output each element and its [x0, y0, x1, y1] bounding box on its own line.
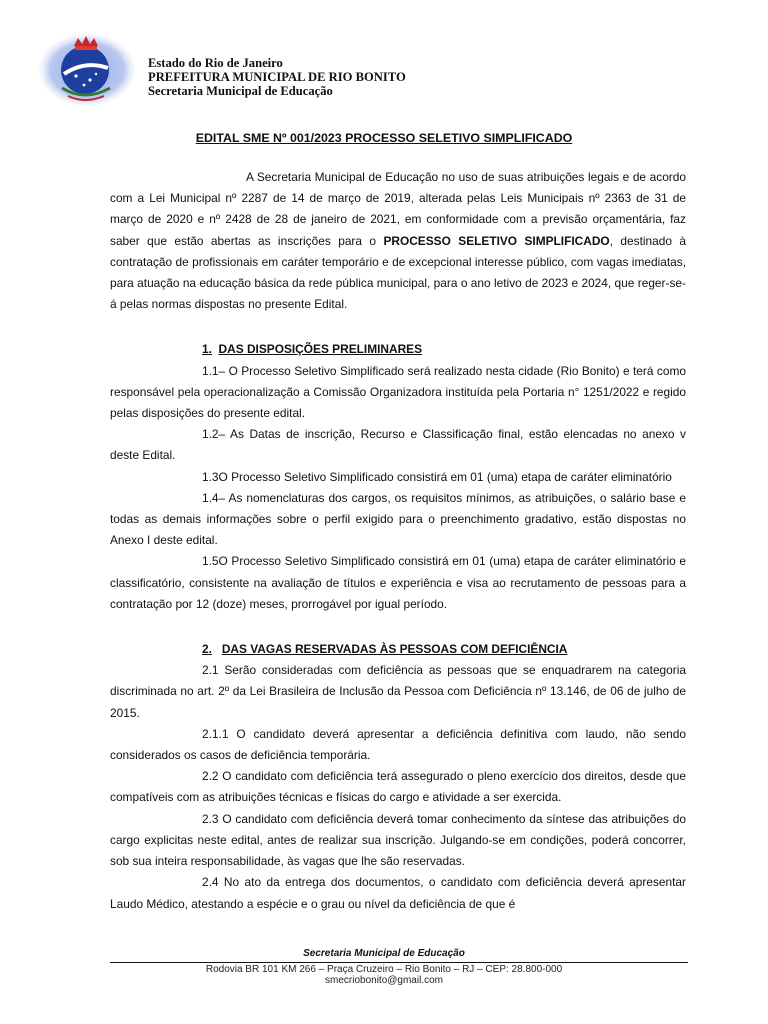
section-item: 2.4 No ato da entrega dos documentos, o candidato com deficiência deverá apresentar Laudo Médico, atestando a espécie e o grau ou nível da deficiência de que é [110, 875, 686, 911]
intro-paragraph: A Secretaria Municipal de Educação no uso de suas atribuições legais e de acordo com a Lei Municipal nº 2287 de 14 de março de 2019, alterada pelas Leis Municipais nº 2363 de 31 de março de 2020 e nº 2428 de 28 de janeiro de 2021, em conformidade com a previsão orçamentária, faz saber que estão abertas as inscrições para o PROCESSO SELETIVO SIMPLIFICADO, destinado à contratação de profissionais em caráter temporário e de excepcional interesse público, com vagas imediatas, para atuação na educação básica da rede pública municipal, para o ano letivo de 2023 e 2024, que reger-se-á pelas normas dispostas no presente Edital. [110, 170, 686, 312]
section-item: 2.1 Serão consideradas com deficiência as pessoas que se enquadrarem na categoria discriminada no art. 2º da Lei Brasileira de Inclusão da Pessoa com Deficiência nº 13.146, de 06 de julho de 2015. [110, 663, 686, 720]
section-1-heading: 1. DAS DISPOSIÇÕES PRELIMINARES [202, 342, 423, 357]
page-footer [0, 948, 768, 959]
section-item: 2.2 O candidato com deficiência terá assegurado o pleno exercício dos direitos, desde que compatíveis com as atribuições técnicas e físicas do cargo e atividade a ser exercida. [110, 769, 686, 805]
footer-address: Rodovia BR 101 KM 266 – Praça Cruzeiro – Rio Bonito – RJ – CEP: 28.800-000 [205, 964, 563, 975]
document-title: EDITAL SME Nº 001/2023 PROCESSO SELETIVO SIMPLIFICADO [195, 131, 573, 145]
document-body [110, 167, 686, 915]
letterhead [38, 30, 738, 110]
section-item: 1.3O Processo Seletivo Simplificado consistirá em 01 (uma) etapa de caráter eliminatório [202, 469, 672, 484]
footer-contact [0, 964, 768, 986]
footer-divider [110, 962, 688, 963]
footer-email: smecriobonito@gmail.com [325, 975, 443, 986]
section-item: 1.1– O Processo Seletivo Simplificado será realizado nesta cidade (Rio Bonito) e terá como responsável pela operacionalização a Comissão Organizadora instituída pela Portaria n° 1251/2022 e regido pelas disposições do presente edital. [110, 363, 686, 421]
section-item: 1.2– As Datas de inscrição, Recurso e Classificação final, estão elencadas no anexo v deste Edital. [110, 427, 686, 463]
department-name: Secretaria Municipal de Educação [148, 84, 333, 98]
municipal-crest-logo [38, 30, 136, 106]
footer-department: Secretaria Municipal de Educação [303, 948, 465, 959]
state-name: Estado do Rio de Janeiro [148, 56, 283, 70]
section-2-heading: 2. DAS VAGAS RESERVADAS ÀS PESSOAS COM DEFICIÊNCIA [202, 642, 568, 657]
section-item: 1.4– As nomenclaturas dos cargos, os requisitos mínimos, as atribuições, o salário base e todas as demais informações sobre o perfil exigido para o preenchimento gradativo, estão dispostas no Anexo I deste edital. [110, 490, 686, 548]
section-item: 2.1.1 O candidato deverá apresentar a deficiência definitiva com laudo, não sendo considerados os casos de deficiência temporária. [110, 726, 686, 763]
section-item: 1.5O Processo Seletivo Simplificado consistirá em 01 (uma) etapa de caráter eliminatório e classificatório, consistente na avaliação de títulos e experiência e visa ao recrutamento de pessoas para a contratação por 12 (doze) meses, prorrogável por igual período. [110, 554, 686, 611]
city-hall-name: PREFEITURA MUNICIPAL DE RIO BONITO [148, 70, 406, 84]
section-item: 2.3 O candidato com deficiência deverá tomar conhecimento da síntese das atribuições do cargo explicitas neste edital, antes de realizar sua inscrição. Julgando-se em condições, poderá concorrer, sob sua inteira responsabilidade, às vagas que lhe são reservadas. [110, 811, 686, 869]
